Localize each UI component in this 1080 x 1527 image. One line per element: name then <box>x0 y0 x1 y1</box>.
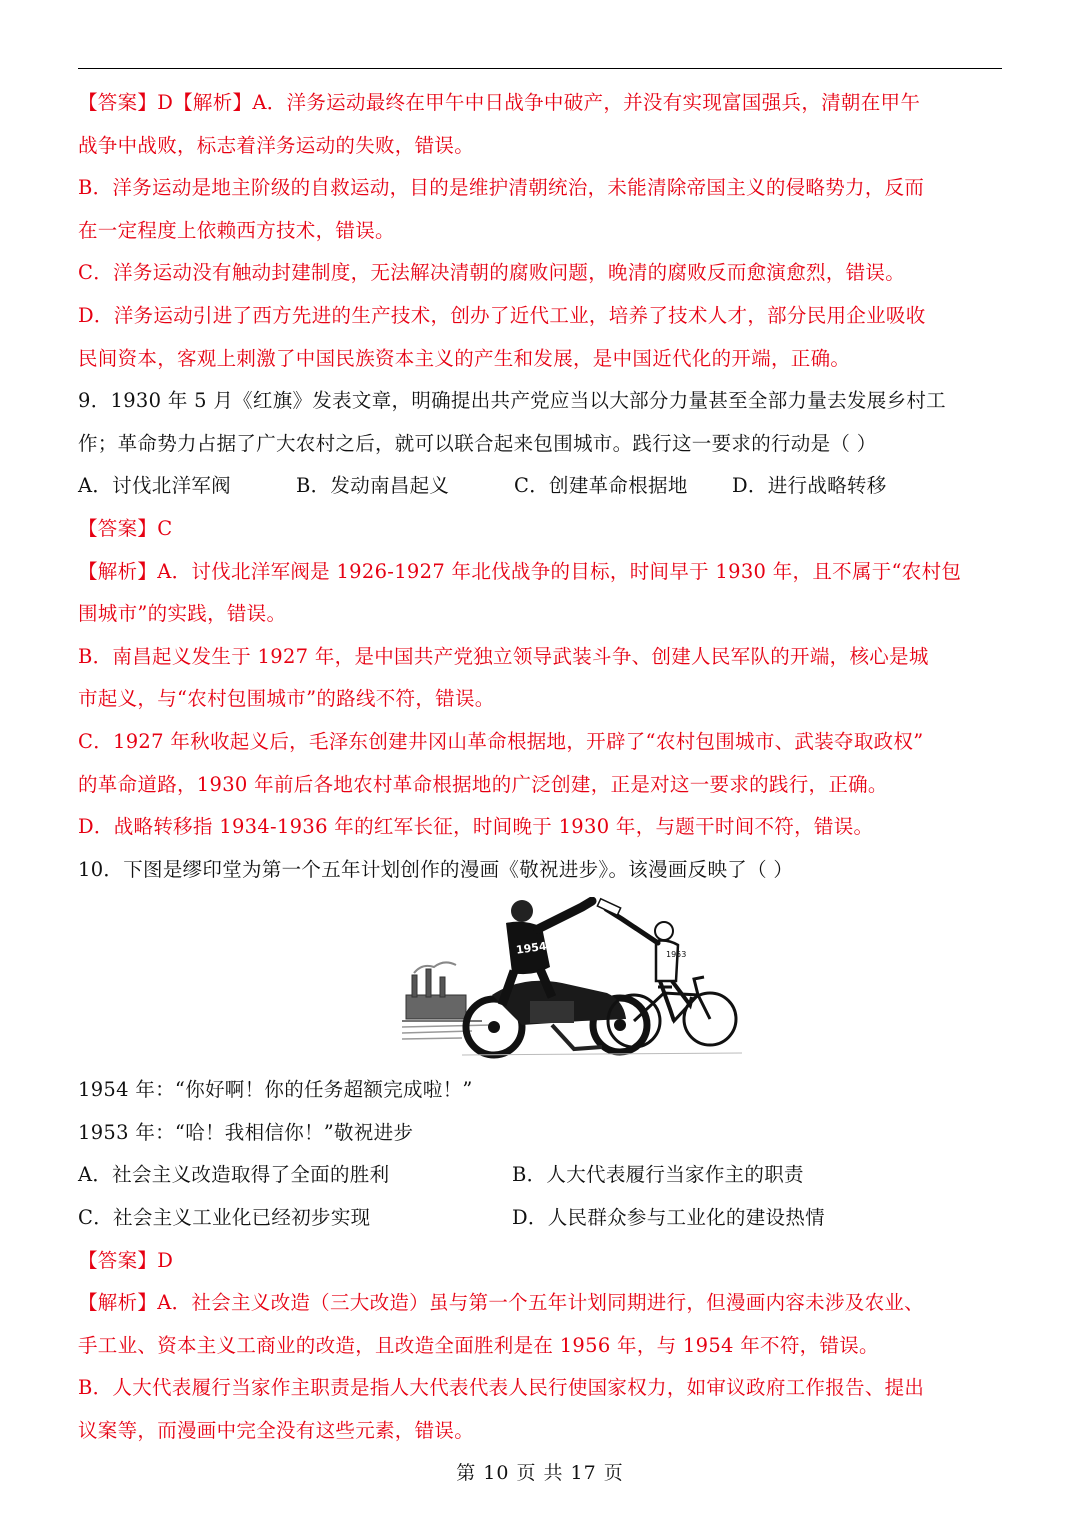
cartoon-caption <box>78 1069 1003 1154</box>
q10-options-row-2 <box>78 1197 1003 1240</box>
label-1954: 1954 <box>515 939 548 958</box>
text-line: B．南昌起义发生于 1927 年，是中国共产党独立领导武装斗争、创建人民军队的开端，核心是城 <box>78 644 929 668</box>
q10-option-d: D．人民群众参与工业化的建设热情 <box>512 1206 825 1230</box>
text-line: 1954 年：“你好啊！你的任务超额完成啦！” <box>78 1078 473 1102</box>
q9-options <box>78 465 1003 508</box>
q10-option-a: A．社会主义改造取得了全面的胜利 <box>78 1163 390 1187</box>
q10-options-row-1 <box>78 1154 1003 1197</box>
cartoon-image <box>402 897 752 1063</box>
q10-analysis <box>78 1240 1003 1453</box>
text-line: 【答案】D <box>78 1248 174 1272</box>
text-line: 在一定程度上依赖西方技术，错误。 <box>78 218 395 242</box>
text-line: C．洋务运动没有触动封建制度，无法解决清朝的腐败问题，晚清的腐败反而愈演愈烈，错误。 <box>78 261 906 285</box>
q8-analysis <box>78 82 1003 465</box>
text-line: 【解析】A．讨伐北洋军阀是 1926-1927 年北伐战争的目标，时间早于 1930 年，且不属于“农村包 <box>78 559 962 583</box>
text-line: 【答案】D【解析】A．洋务运动最终在甲午中日战争中破产，并没有实现富国强兵，清朝在甲午 <box>78 91 921 114</box>
text-line: 议案等，而漫画中完全没有这些元素，错误。 <box>78 1419 475 1443</box>
text-line: 围城市”的实践，错误。 <box>78 602 287 626</box>
text-line: 市起义，与“农村包围城市”的路线不符，错误。 <box>78 687 495 711</box>
text-line: 的革命道路，1930 年前后各地农村革命根据地的广泛创建，正是对这一要求的践行，正确。 <box>78 772 888 796</box>
text-line: B．人大代表履行当家作主职责是指人大代表代表人民行使国家权力，如审议政府工作报告、提出 <box>78 1376 925 1400</box>
q9-option-c: C．创建革命根据地 <box>514 474 688 498</box>
q9-option-b: B．发动南昌起义 <box>296 474 450 498</box>
q10-option-c: C．社会主义工业化已经初步实现 <box>78 1206 371 1230</box>
header-rule <box>78 68 1002 69</box>
text-line: 9．1930 年 5 月《红旗》发表文章，明确提出共产党应当以大部分力量甚至全部力量去发展乡村工 <box>78 389 946 413</box>
q9-option-d: D．进行战略转移 <box>732 474 887 498</box>
text-line: 作；革命势力占据了广大农村之后，就可以联合起来包围城市。践行这一要求的行动是（ ） <box>78 431 877 455</box>
label-1953: 1953 <box>666 950 687 960</box>
text-line: D．洋务运动引进了西方先进的生产技术，创办了近代工业，培养了技术人才，部分民用企业吸收 <box>78 303 926 327</box>
q9-analysis <box>78 508 1003 891</box>
text-line: 手工业、资本主义工商业的改造，且改造全面胜利是在 1956 年，与 1954 年不符，错误。 <box>78 1333 879 1357</box>
text-line: D．战略转移指 1934-1936 年的红军长征，时间晚于 1930 年，与题干时间不符，错误。 <box>78 815 874 839</box>
text-line: 战争中战败，标志着洋务运动的失败，错误。 <box>78 133 475 157</box>
text-line: 民间资本，客观上刺激了中国民族资本主义的产生和发展，是中国近代化的开端，正确。 <box>78 346 851 370</box>
text-line: 【解析】A．社会主义改造（三大改造）虽与第一个五年计划同期进行，但漫画内容未涉及农业、 <box>78 1291 924 1315</box>
page-content <box>78 82 1003 1453</box>
q10-option-b: B．人大代表履行当家作主的职责 <box>512 1163 804 1187</box>
text-line: B．洋务运动是地主阶级的自救运动，目的是维护清朝统治，未能清除帝国主义的侵略势力，反而 <box>78 176 925 200</box>
text-line: 10．下图是缪印堂为第一个五年计划创作的漫画《敬祝进步》。该漫画反映了（ ） <box>78 857 794 881</box>
q9-option-a: A．讨伐北洋军阀 <box>78 474 231 498</box>
text-line: C．1927 年秋收起义后，毛泽东创建井冈山革命根据地，开辟了“农村包围城市、武装夺取政权” <box>78 729 924 753</box>
page-footer: 第 10 页 共 17 页 <box>456 1462 624 1484</box>
text-line: 【答案】C <box>78 516 173 540</box>
text-line: 1953 年：“哈！我相信你！”敬祝进步 <box>78 1120 414 1144</box>
cartoon-figure <box>78 891 1003 1069</box>
